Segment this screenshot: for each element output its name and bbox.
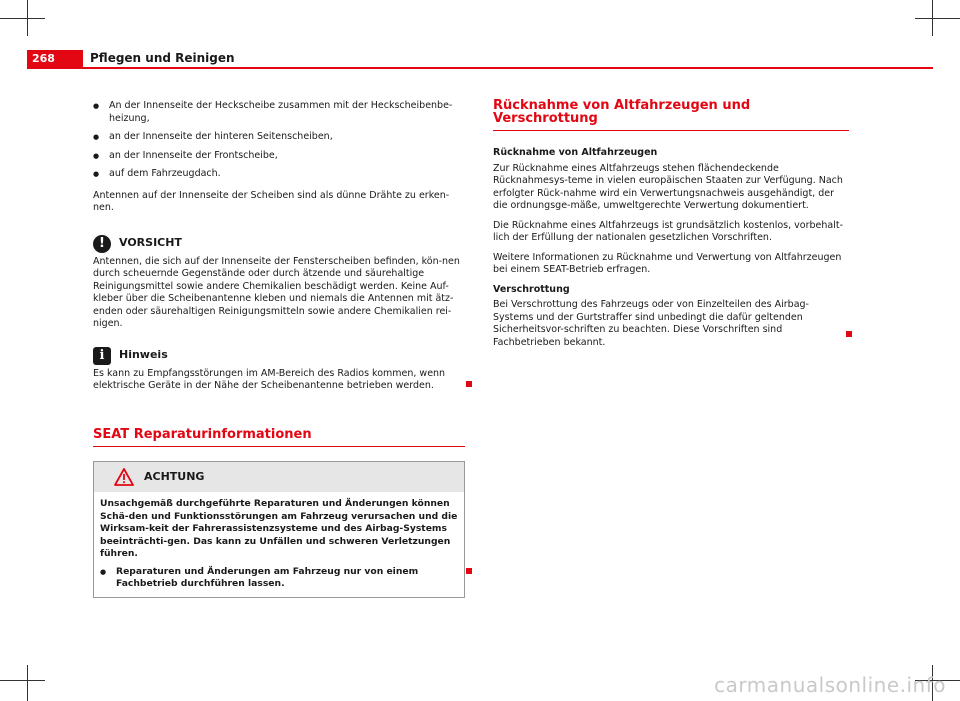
section-end-mark (466, 568, 472, 574)
subheading-ruecknahme: Rücknahme von Altfahrzeugen (493, 147, 658, 158)
vorsicht-title: VORSICHT (119, 236, 182, 250)
page-number: 268 (27, 50, 83, 67)
header-divider (27, 67, 933, 69)
list-item: ● an der Innenseite der hinteren Seitenscheiben, (93, 131, 465, 144)
left-column (93, 100, 465, 598)
page-title: Pflegen und Reinigen (90, 51, 235, 65)
subheading-verschrottung: Verschrottung (493, 283, 570, 295)
achtung-box (93, 461, 465, 598)
list-item: ● Reparaturen und Änderungen am Fahrzeug nur von einem Fachbetrieb durchführen lassen. (100, 566, 458, 591)
hinweis-text: Es kann zu Empfangsstörungen im AM-Bereich des Radios kommen, wenn elektrische Geräte in der Nähe der Scheibenantenne betrieben werden. (93, 367, 446, 391)
achtung-body (94, 492, 464, 597)
info-icon: i (93, 347, 111, 365)
hinweis-title: Hinweis (119, 348, 168, 362)
section-end-mark (846, 331, 852, 337)
watermark: carmanualsonline.info (714, 673, 946, 697)
crop-mark (27, 665, 28, 701)
list-item: ● An der Innenseite der Heckscheibe zusammen mit der Heckscheibenbe-heizung, (93, 100, 465, 125)
antennen-paragraph: Antennen auf der Innenseite der Scheiben sind als dünne Drähte zu erken-nen. (93, 189, 450, 213)
section-end-mark (466, 381, 472, 387)
paragraph: Bei Verschrottung des Fahrzeugs oder von Einzelteilen des Airbag-Systems und der Gurtstraffer sind unbedingt die dafür geltenden Sicherheitsvor-schriften zu beachten. Diese Vorschriften sind Fachbetrieben bekannt. (493, 299, 809, 348)
vorsicht-text: Antennen, die sich auf der Innenseite der Fensterscheiben befinden, kön-nen durch scheuernde Gegenstände oder durch ätzende und säurehaltige Reinigungsmittel sowie andere Chemikalien beschädigt werden. Keine Auf-kleber über die Scheibenantenne kleben und niemals die Antennen mit ätz-enden oder säurehaltigen Reinigungsmitteln sowie andere Chemikalien rei-nigen. (93, 255, 460, 329)
achtung-heading (94, 462, 464, 492)
list-item: ● auf dem Fahrzeugdach. (93, 168, 465, 181)
right-column (493, 100, 849, 356)
achtung-text: Unsachgemäß durchgeführte Reparaturen und Änderungen können Schä-den und Funktionsstörungen am Fahrzeug verursachen und die Wirksam-keit der Fahrerassistenzsysteme und des Airbag-Systems beeinträchti-gen. Das kann zu Unfällen und schweren Verletzungen führen. (100, 498, 458, 559)
hinweis-heading (93, 347, 465, 365)
section-title-reparatur: SEAT Reparaturinformationen (93, 429, 465, 448)
section-title-ruecknahme: Rücknahme von Altfahrzeugen und Verschrottung (493, 100, 849, 131)
list-item: ● an der Innenseite der Frontscheibe, (93, 150, 465, 163)
paragraph: Zur Rücknahme eines Altfahrzeugs stehen flächendeckende Rücknahmesys-teme in vielen europäischen Staaten zur Verfügung. Nach erfolgter Rück-nahme wird ein Verwertungsnachweis ausgehändigt, der die ordnungsge-mäße, umweltgerechte Verwertung dokumentiert. (493, 162, 843, 211)
paragraph: Weitere Informationen zu Rücknahme und Verwertung von Altfahrzeugen bei einem SEAT-Betrieb erfragen. (493, 251, 842, 275)
crop-mark (915, 18, 960, 19)
crop-mark (0, 680, 45, 681)
paragraph: Die Rücknahme eines Altfahrzeugs ist grundsätzlich kostenlos, vorbehalt-lich der Erfüllung der nationalen gesetzlichen Vorschriften. (493, 219, 844, 243)
achtung-title: ACHTUNG (144, 469, 205, 483)
vorsicht-heading (93, 235, 465, 253)
warning-triangle-icon (114, 468, 134, 486)
exclamation-circle-icon: ! (93, 235, 111, 253)
crop-mark (0, 18, 45, 19)
